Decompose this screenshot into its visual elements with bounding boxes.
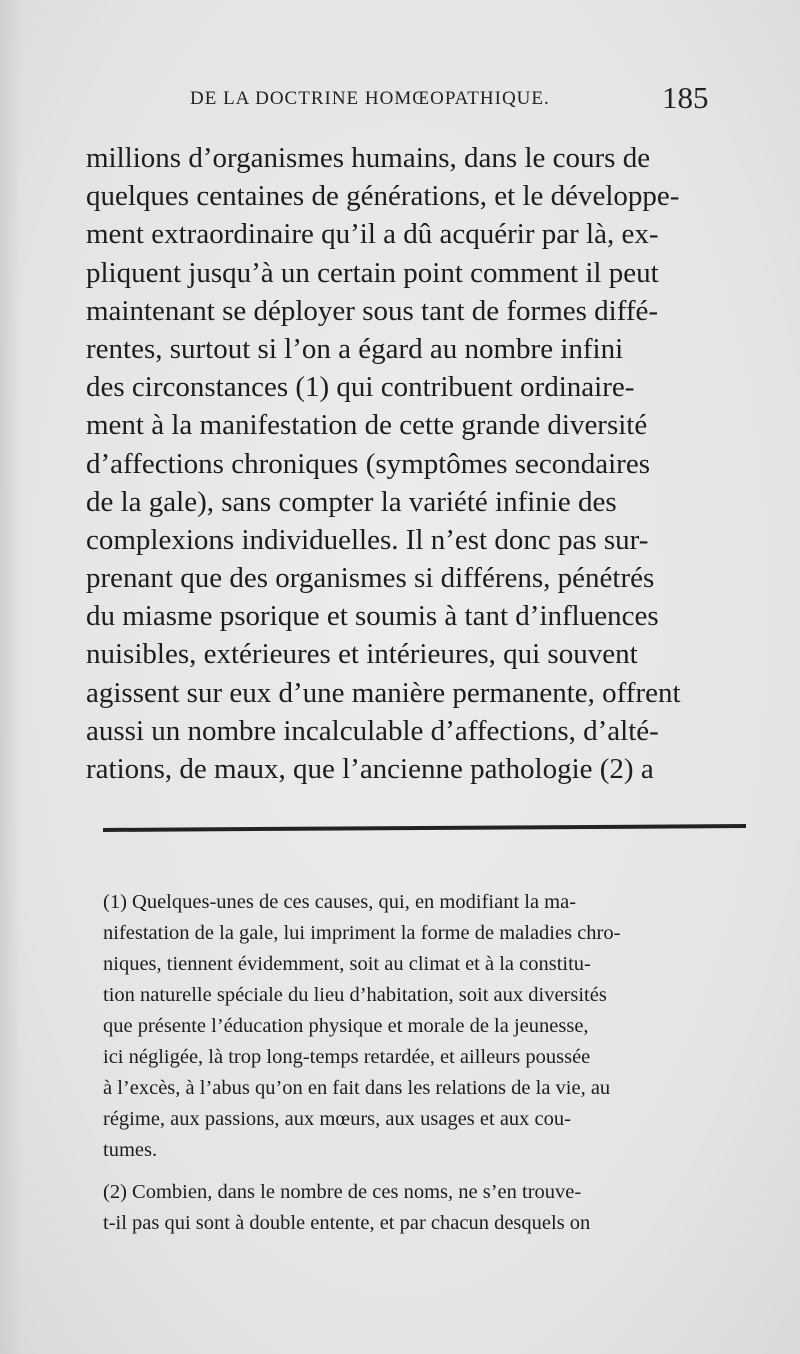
footnote-rule	[103, 824, 746, 832]
footnote-line: t-il pas qui sont à double entente, et par chacun desquels on	[103, 1212, 591, 1234]
main-text	[86, 139, 746, 788]
footnote-line: niques, tiennent évidemment, soit au climat et à la constitu-	[103, 953, 591, 975]
footnote-line: nifestation de la gale, lui impriment la forme de maladies chro-	[103, 922, 621, 944]
footnote-2	[103, 1177, 753, 1239]
text-line: de la gale), sans compter la variété infinie des	[86, 485, 617, 518]
running-head: DE LA DOCTRINE HOMŒOPATHIQUE.	[190, 88, 550, 109]
text-line: nuisibles, extérieures et intérieures, qui souvent	[86, 638, 638, 671]
footnote-line: tumes.	[103, 1139, 158, 1161]
footnote-line: (2) Combien, dans le nombre de ces noms, ne s’en trouve-	[103, 1181, 582, 1203]
footnotes	[103, 887, 753, 1239]
footnote-line: que présente l’éducation physique et morale de la jeunesse,	[103, 1015, 589, 1037]
text-line: pliquent jusqu’à un certain point comment il peut	[86, 256, 659, 289]
page-gutter-shadow	[0, 0, 22, 1354]
text-line: millions d’organismes humains, dans le cours de	[86, 142, 651, 174]
text-line: prenant que des organismes si différens, pénétrés	[86, 562, 655, 595]
text-line: complexions individuelles. Il n’est donc pas sur-	[86, 523, 649, 556]
text-line: agissent sur eux d’une manière permanente, offrent	[86, 676, 681, 709]
text-line: quelques centaines de générations, et le développe-	[86, 180, 680, 213]
footnote-line: à l’excès, à l’abus qu’on en fait dans les relations de la vie, au	[103, 1077, 611, 1099]
text-line: aussi un nombre incalculable d’affections, d’alté-	[86, 714, 659, 747]
footnote-1	[103, 887, 753, 1166]
text-line: d’affections chroniques (symptômes secondaires	[86, 447, 650, 480]
text-line: ment extraordinaire qu’il a dû acquérir par là, ex-	[86, 218, 659, 251]
footnote-line: tion naturelle spéciale du lieu d’habitation, soit aux diversités	[103, 984, 607, 1006]
footnote-line: (1) Quelques-unes de ces causes, qui, en modifiant la ma-	[103, 891, 577, 913]
text-line: maintenant se déployer sous tant de formes diffé-	[86, 294, 659, 327]
text-line: du miasme psorique et soumis à tant d’influences	[86, 600, 659, 633]
text-line: ment à la manifestation de cette grande diversité	[86, 409, 648, 442]
text-line: rentes, surtout si l’on a égard au nombre infini	[86, 332, 624, 365]
footnote-line: régime, aux passions, aux mœurs, aux usages et aux cou-	[103, 1108, 571, 1130]
text-line: des circonstances (1) qui contribuent ordinaire-	[86, 371, 635, 404]
text-line: rations, de maux, que l’ancienne pathologie (2) a	[86, 753, 654, 785]
footnote-line: ici négligée, là trop long-temps retardée, et ailleurs poussée	[103, 1046, 591, 1068]
page-number: 185	[662, 80, 709, 115]
